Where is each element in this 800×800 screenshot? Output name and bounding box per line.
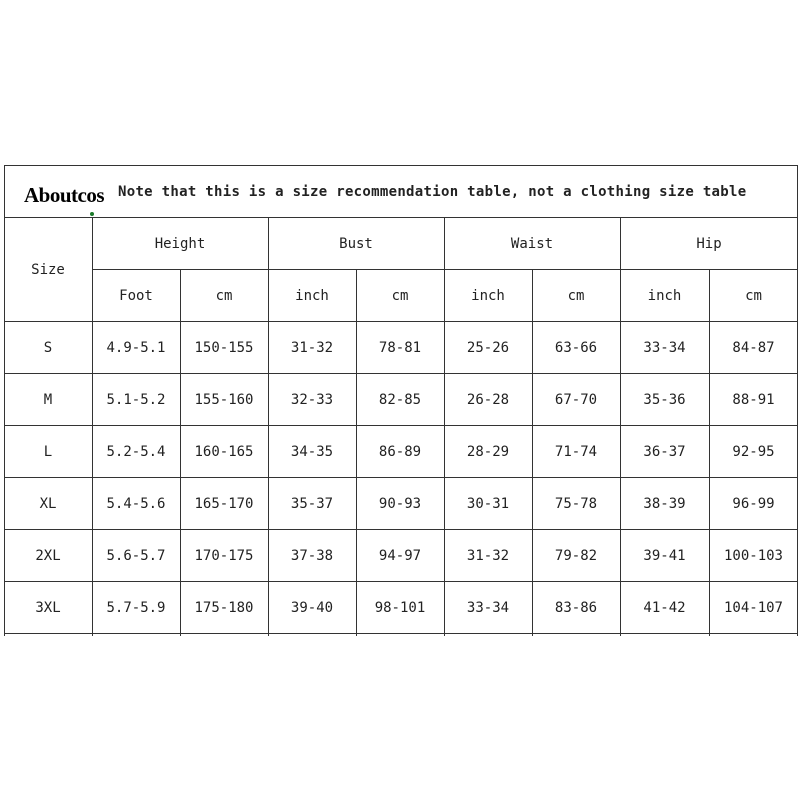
table-cell: 35-36 bbox=[643, 391, 686, 408]
size-cell: S bbox=[43, 339, 53, 356]
table-cell: 39-40 bbox=[290, 599, 334, 616]
table-cell: 33-34 bbox=[466, 599, 510, 616]
table-cell: 38-39 bbox=[643, 495, 686, 512]
size-cell: 2XL bbox=[35, 547, 61, 564]
unit-header: inch bbox=[647, 287, 682, 304]
group-header-height: Height bbox=[154, 235, 206, 252]
table-cell: 88-91 bbox=[732, 391, 775, 408]
table-cell: 170-175 bbox=[194, 547, 254, 564]
table-cell: 35-37 bbox=[290, 495, 334, 512]
table-cell: 39-41 bbox=[643, 547, 686, 564]
table-cell: 86-89 bbox=[378, 443, 422, 460]
size-header: Size bbox=[31, 261, 65, 278]
table-cell: 100-103 bbox=[723, 547, 783, 564]
table-cell: 5.1-5.2 bbox=[106, 391, 166, 408]
table-cell: 33-34 bbox=[643, 339, 686, 356]
table-cell: 5.2-5.4 bbox=[106, 443, 166, 460]
rule bbox=[4, 165, 798, 166]
table-cell: 155-160 bbox=[194, 391, 254, 408]
table-cell: 75-78 bbox=[554, 495, 598, 512]
table-cell: 165-170 bbox=[194, 495, 254, 512]
table-cell: 41-42 bbox=[643, 599, 686, 616]
table-cell: 4.9-5.1 bbox=[106, 339, 166, 356]
table-cell: 71-74 bbox=[554, 443, 598, 460]
table-cell: 104-107 bbox=[723, 599, 783, 616]
table-cell: 36-37 bbox=[643, 443, 686, 460]
unit-header: cm bbox=[391, 287, 409, 304]
table-cell: 67-70 bbox=[554, 391, 598, 408]
unit-header: cm bbox=[215, 287, 233, 304]
unit-header: Foot bbox=[119, 287, 153, 304]
table-cell: 5.6-5.7 bbox=[106, 547, 166, 564]
table-cell: 84-87 bbox=[732, 339, 775, 356]
table-cell: 160-165 bbox=[194, 443, 254, 460]
table-cell: 175-180 bbox=[194, 599, 254, 616]
unit-header: inch bbox=[295, 287, 329, 304]
rule bbox=[4, 633, 798, 634]
table-cell: 28-29 bbox=[466, 443, 510, 460]
table-cell: 25-26 bbox=[466, 339, 510, 356]
table-cell: 30-31 bbox=[466, 495, 510, 512]
unit-header: inch bbox=[471, 287, 505, 304]
table-cell: 79-82 bbox=[554, 547, 598, 564]
table-cell: 63-66 bbox=[554, 339, 598, 356]
size-cell: L bbox=[43, 443, 53, 460]
table-cell: 31-32 bbox=[466, 547, 510, 564]
table-cell: 78-81 bbox=[378, 339, 422, 356]
size-cell: XL bbox=[39, 495, 57, 512]
group-header-hip: Hip bbox=[696, 235, 722, 252]
size-cell: 3XL bbox=[35, 599, 61, 616]
brand-mark bbox=[90, 212, 94, 216]
table-cell: 26-28 bbox=[466, 391, 510, 408]
unit-header: cm bbox=[745, 287, 762, 304]
table-cell: 96-99 bbox=[732, 495, 775, 512]
table-cell: 98-101 bbox=[374, 599, 426, 616]
table-cell: 150-155 bbox=[194, 339, 254, 356]
table-cell: 37-38 bbox=[290, 547, 334, 564]
notice-text: Note that this is a size recommendation table, not a clothing size table bbox=[118, 184, 747, 200]
table-cell: 5.4-5.6 bbox=[106, 495, 166, 512]
table-cell: 5.7-5.9 bbox=[106, 599, 166, 616]
table-cell: 32-33 bbox=[290, 391, 334, 408]
table-cell: 83-86 bbox=[554, 599, 598, 616]
table-cell: 34-35 bbox=[290, 443, 334, 460]
unit-header: cm bbox=[567, 287, 585, 304]
group-header-waist: Waist bbox=[510, 235, 554, 252]
table-cell: 94-97 bbox=[378, 547, 422, 564]
table-cell: 90-93 bbox=[378, 495, 422, 512]
table-cell: 82-85 bbox=[378, 391, 422, 408]
group-header-bust: Bust bbox=[339, 235, 373, 252]
size-cell: M bbox=[43, 391, 53, 408]
table-cell: 31-32 bbox=[290, 339, 334, 356]
table-cell: 92-95 bbox=[732, 443, 775, 460]
brand-logo: Aboutcos bbox=[24, 183, 105, 207]
